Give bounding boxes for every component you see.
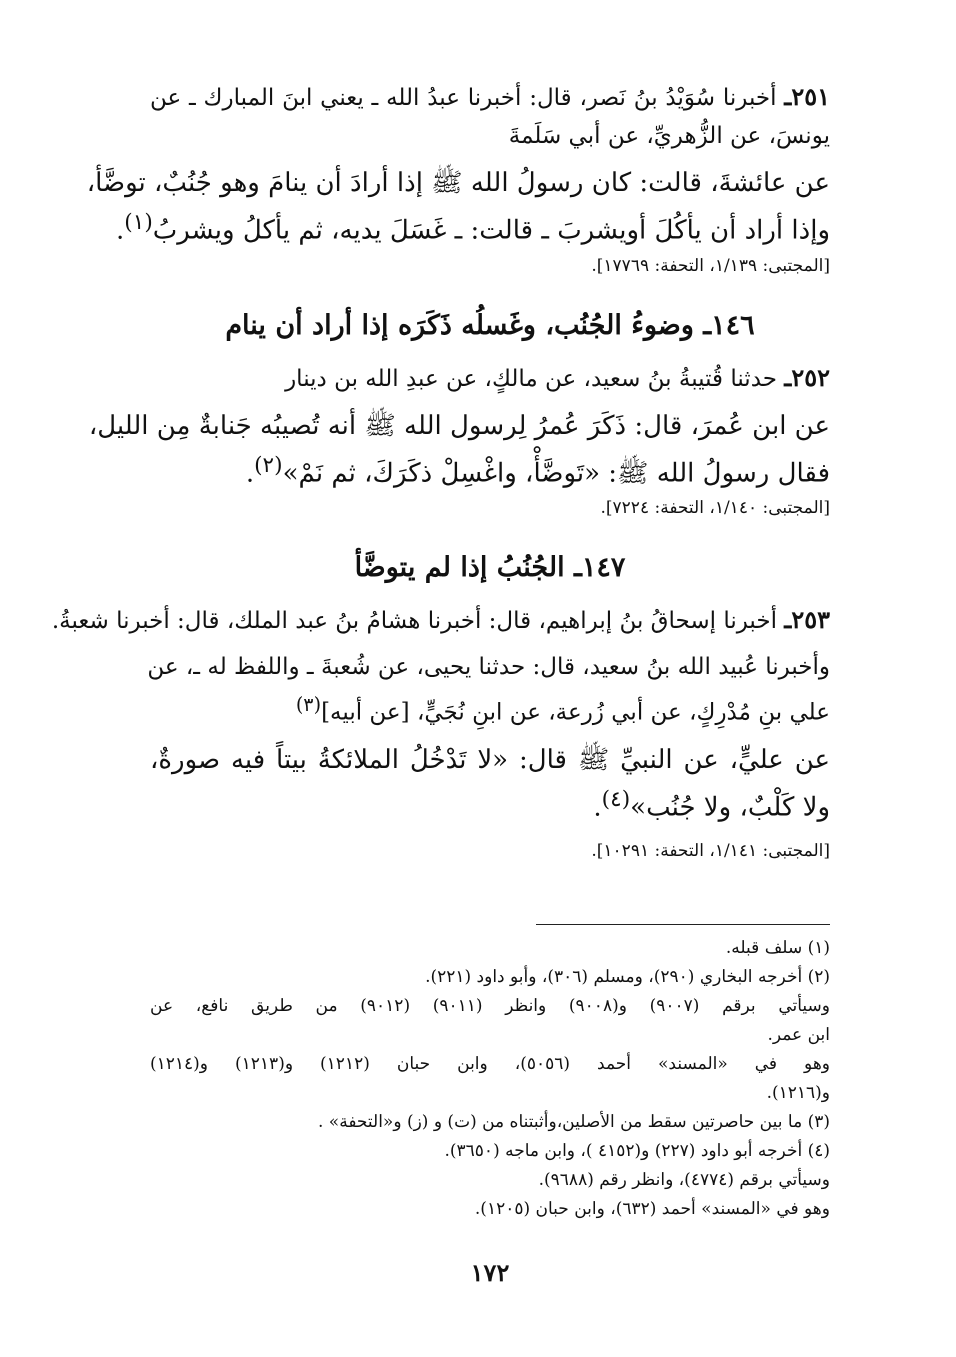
hadith-253-footnote-marker: (٤): [601, 786, 631, 812]
footnote-4-line-1: (٤) أخرجه أبو داود (٢٢٧) و(٤١٥٢ )، وابن ماجه (٣٦٥٠).: [444, 1141, 830, 1161]
hadith-252-isnad-line-1: [150, 359, 830, 398]
hadith-253-isnad-text-1: أخبرنا إسحاقُ بنُ إبراهيم، قال: أخبرنا هشامُ بنُ عبد الملك، قال: أخبرنا شعبةُ.: [51, 608, 777, 635]
footnote-2-line-1: (٢) أخرجه البخاري (٢٩٠)، ومسلم (٣٠٦)، وأبو داود (٢٢١).: [425, 967, 830, 987]
hadith-251-reference: [المجتبى: ١/١٣٩، التحفة: ١٧٧٦٩].: [591, 255, 830, 276]
footnote-2-line-2: وسيأتي برقم (٩٠٠٧) و(٩٠٠٨) وانظر (٩٠١١) (٩٠١٢) من طريق نافع، عن: [150, 996, 830, 1016]
hadith-252-reference: [المجتبى: ١/١٤٠، التحفة: ٧٢٢٤].: [600, 498, 830, 519]
hadith-252-matn-line-2: [150, 446, 830, 494]
hadith-252-period: .: [245, 458, 255, 489]
hadith-252-matn-text-2: فقال رسولُ الله ﷺ: «تَوضَّأْ، واغْسِلْ ذكَرَكَ، ثم نَمْ»: [282, 458, 830, 489]
hadith-252-matn-line-1: عن ابن عُمرَ، قال: ذَكَرَ عُمرُ لِرسول الله ﷺ أنه تُصيبُه جَنابةٌ مِن الليل،: [88, 410, 830, 441]
footnotes: [150, 934, 830, 1224]
hadith-252-footnote-marker: (٢): [254, 452, 283, 478]
hadith-252-isnad-text-1: حدثنا قُتيبةُ بنُ سعيد، عن مالكٍ، عن عبدِ الله بن دينار: [285, 365, 777, 392]
chapter-147-title: ١٤٧ـ الجُنُبُ إذا لم يتوضَّأ: [354, 552, 626, 584]
hadith-253-reference: [المجتبى: ١/١٤١، التحفة: ١٠٢٩١].: [591, 840, 830, 861]
hadith-253-matn-text-2: ولا كَلْبٌ، ولا جُنُب»: [630, 792, 830, 823]
chapter-146-title: ١٤٦ـ وضوءُ الجُنُب، وغَسلُه ذَكَرَه إذا أراد أن ينام: [225, 309, 755, 341]
book-page: [51, 78, 830, 1318]
hadith-251-isnad-text-1: أخبرنا سُوَيْدُ بنُ نَصر، قال: أخبرنا عبدُ الله ـ يعني ابنَ المبارك ـ عن: [150, 85, 777, 111]
hadith-251: [86, 78, 830, 279]
hadith-253-matn-line-1: عن عليٍّ، عن النبيِّ ﷺ قال: «لا تَدْخُلُ الملائكةُ بيتاً فيه صورةٌ،: [150, 744, 830, 775]
footnote-separator: [536, 924, 830, 925]
hadith-251-period: .: [115, 215, 125, 246]
hadith-251-number: ٢٥١ـ: [784, 82, 830, 111]
hadith-252: [88, 359, 830, 522]
hadith-253-isnad-text-3: علي بنِ مُدْرِكٍ، عن أبي زُرعة، عن ابنِ نُجَيٍّ، [عن أبيه]: [321, 699, 830, 726]
footnote-1: (١) سلف قبله.: [725, 938, 830, 958]
hadith-253-isnad-footnote-marker: (٣): [295, 693, 322, 717]
hadith-253-matn-line-2: [150, 780, 830, 828]
footnote-2-line-3: ابن عمر.: [767, 1025, 830, 1045]
hadith-251-matn-line-1: عن عائشةَ، قالت: كان رسولُ الله ﷺ إذا أرادَ أن ينامَ وهو جُنُبٌ، توضَّأ،: [86, 168, 830, 198]
footnote-2-line-5: و(١٢١٦).: [766, 1083, 830, 1103]
page-number: ١٧٢: [470, 1258, 510, 1287]
footnote-2-line-4: وهو في «المسند» أحمد (٥٠٥٦)، وابن حبان (١٢١٢) و(١٢١٣) و(١٢١٤): [150, 1054, 830, 1074]
hadith-253-isnad-line-2: وأخبرنا عُبيد الله بنُ سعيد، قال: حدثنا يحيى، عن شُعبةَ ـ واللفظ له ـ، عن: [147, 654, 830, 681]
hadith-253-number: ٢٥٣ـ: [784, 605, 830, 635]
hadith-251-footnote-marker: (١): [124, 210, 153, 235]
hadith-253-period: .: [593, 792, 602, 823]
hadith-253-isnad-line-3: [150, 686, 830, 732]
footnote-4-line-3: وهو في «المسند» أحمد (٦٣٢)، وابن حبان (١٢٠٥).: [474, 1199, 830, 1219]
hadith-251-isnad-line-2: يونسَ، عن الزُّهريِّ، عن أبي سَلَمةَ: [508, 123, 830, 149]
hadith-251-matn-text-2: وإذا أراد أن يأكُلَ أويشربَ ـ قالت: ـ غَسَلَ يديه، ثم يأكلُ ويشربُ: [152, 215, 830, 246]
hadith-253-isnad-line-1: [51, 601, 830, 640]
hadith-253: [51, 601, 830, 863]
hadith-251-matn-line-2: [115, 203, 830, 251]
hadith-251-isnad-line-1: [150, 78, 830, 117]
footnote-4-line-2: وسيأتي برقم (٤٧٧٤)، وانظر رقم (٩٦٨٨).: [538, 1170, 830, 1190]
hadith-252-number: ٢٥٢ـ: [784, 362, 830, 392]
footnote-3: (٣) ما بين حاصرتين سقط من الأصلين،وأثبتناه من (ت) و (ز) و«التحفة» .: [318, 1112, 830, 1132]
